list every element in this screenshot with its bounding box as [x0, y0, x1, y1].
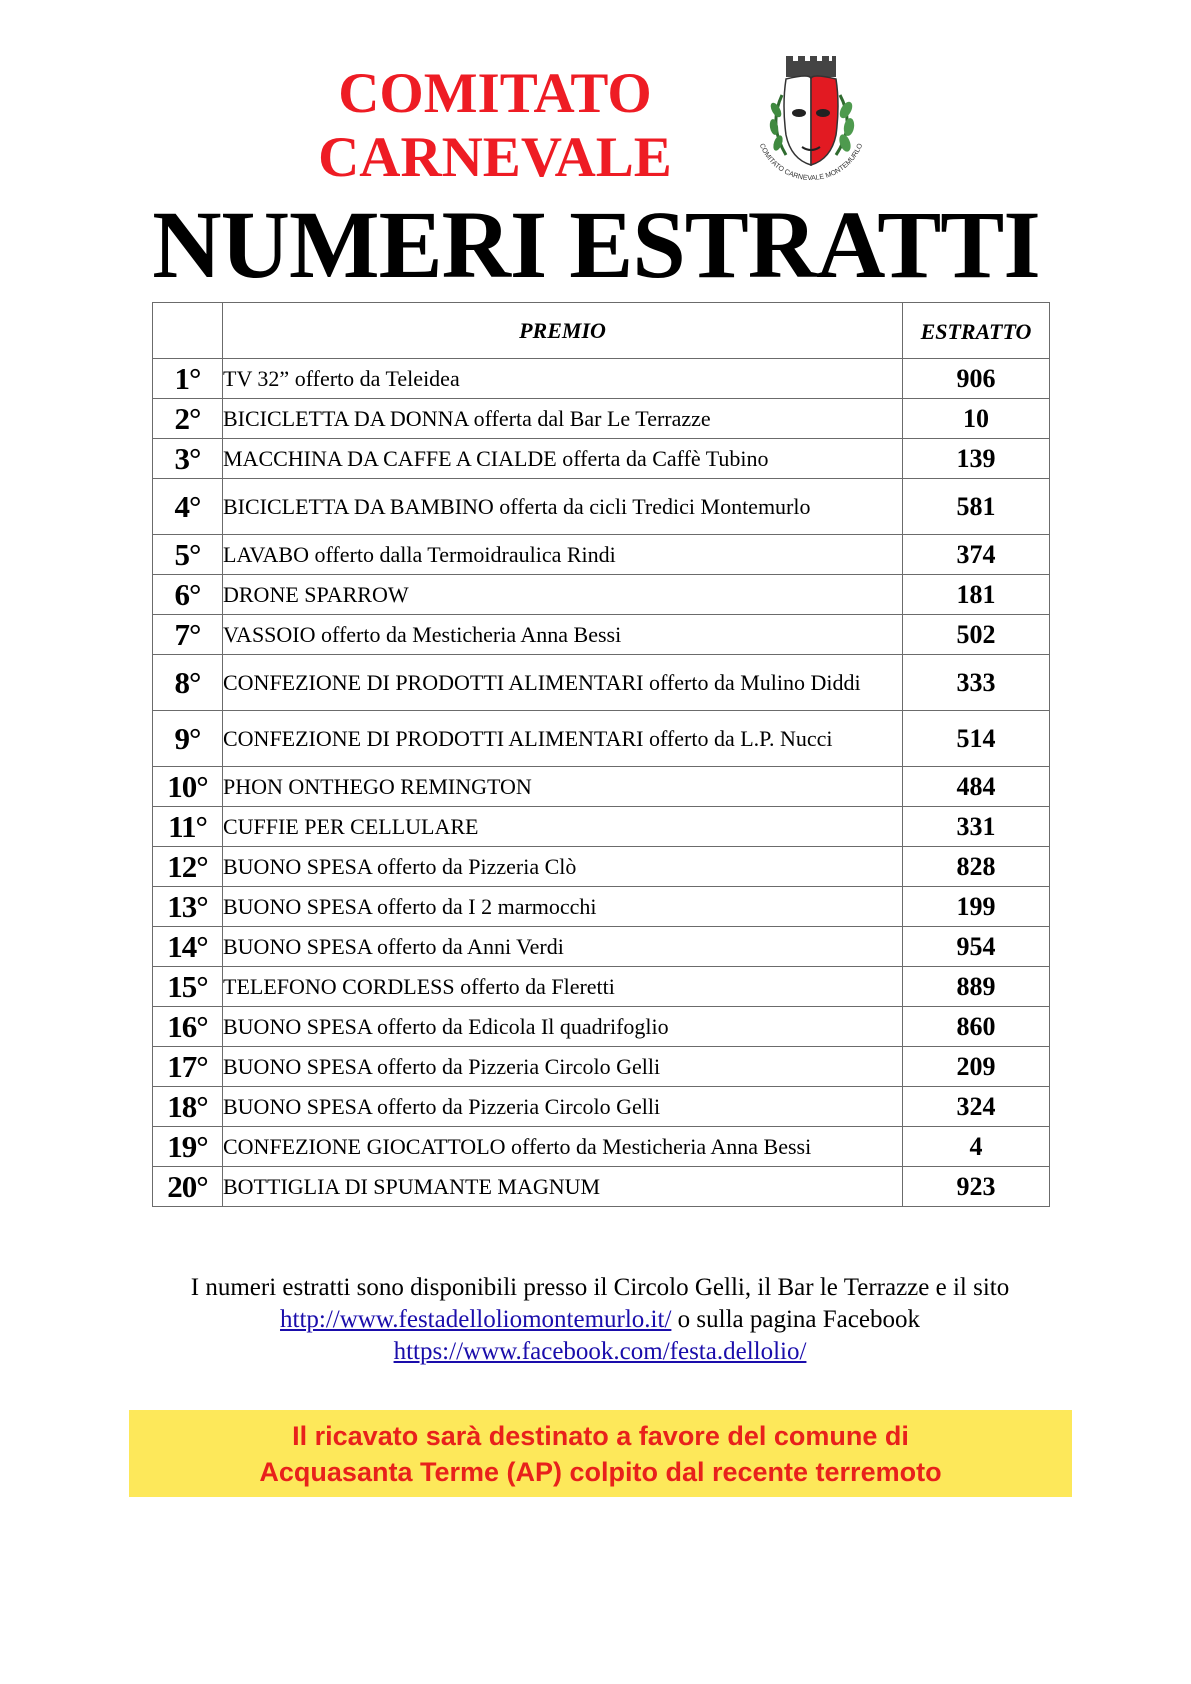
extracted-number-cell: 10 [903, 399, 1050, 439]
extracted-number-cell: 324 [903, 1087, 1050, 1127]
table-row [153, 575, 1050, 615]
position-cell: 19° [153, 1127, 223, 1167]
position-cell: 18° [153, 1087, 223, 1127]
extracted-number-cell: 199 [903, 887, 1050, 927]
prize-cell: PHON ONTHEGO REMINGTON [223, 767, 903, 807]
extracted-number-cell: 954 [903, 927, 1050, 967]
position-cell: 5° [153, 535, 223, 575]
extracted-number-cell: 484 [903, 767, 1050, 807]
table-row [153, 615, 1050, 655]
position-cell: 12° [153, 847, 223, 887]
table-row [153, 479, 1050, 535]
prize-cell: DRONE SPARROW [223, 575, 903, 615]
prize-cell: BUONO SPESA offerto da Pizzeria Clò [223, 847, 903, 887]
header-estratto: ESTRATTO [903, 303, 1050, 359]
table-row [153, 967, 1050, 1007]
position-cell: 6° [153, 575, 223, 615]
prize-cell: CONFEZIONE DI PRODOTTI ALIMENTARI offerto da Mulino Diddi [223, 655, 903, 711]
prize-cell: BUONO SPESA offerto da Pizzeria Circolo Gelli [223, 1087, 903, 1127]
extracted-number-cell: 139 [903, 439, 1050, 479]
prize-cell: MACCHINA DA CAFFE A CIALDE offerta da Caffè Tubino [223, 439, 903, 479]
extracted-number-cell: 828 [903, 847, 1050, 887]
extracted-number-cell: 906 [903, 359, 1050, 399]
table-row [153, 847, 1050, 887]
position-cell: 17° [153, 1047, 223, 1087]
extracted-number-cell: 923 [903, 1167, 1050, 1207]
table-row [153, 927, 1050, 967]
table-row [153, 439, 1050, 479]
org-title-line1: COMITATO [338, 62, 652, 125]
table-row [153, 807, 1050, 847]
position-cell: 2° [153, 399, 223, 439]
facebook-link[interactable]: https://www.facebook.com/festa.dellolio/ [393, 1338, 807, 1365]
extracted-number-cell: 889 [903, 967, 1050, 1007]
prize-cell: TELEFONO CORDLESS offerto da Fleretti [223, 967, 903, 1007]
extracted-number-cell: 333 [903, 655, 1050, 711]
availability-note-line1: I numeri estratti sono disponibili presso il Circolo Gelli, il Bar le Terrazze e il sito [190, 1274, 1010, 1301]
table-row [153, 655, 1050, 711]
organization-title [300, 62, 690, 190]
extracted-number-cell: 581 [903, 479, 1050, 535]
position-cell: 13° [153, 887, 223, 927]
table-row [153, 1087, 1050, 1127]
donation-banner [129, 1410, 1072, 1497]
prize-cell: TV 32” offerto da Teleidea [223, 359, 903, 399]
position-cell: 3° [153, 439, 223, 479]
table-row [153, 1047, 1050, 1087]
position-cell: 20° [153, 1167, 223, 1207]
extracted-number-cell: 514 [903, 711, 1050, 767]
prize-cell: VASSOIO offerto da Mesticheria Anna Bessi [223, 615, 903, 655]
prize-cell: BUONO SPESA offerto da I 2 marmocchi [223, 887, 903, 927]
donation-banner-line1: Il ricavato sarà destinato a favore del comune di [292, 1420, 909, 1451]
prize-cell: CUFFIE PER CELLULARE [223, 807, 903, 847]
page-title: NUMERI ESTRATTI [152, 191, 1040, 298]
table-row [153, 359, 1050, 399]
prize-cell: BUONO SPESA offerto da Edicola Il quadrifoglio [223, 1007, 903, 1047]
prizes-table-body [153, 359, 1050, 1207]
extracted-number-cell: 181 [903, 575, 1050, 615]
extracted-number-cell: 209 [903, 1047, 1050, 1087]
position-cell: 1° [153, 359, 223, 399]
position-cell: 7° [153, 615, 223, 655]
table-row [153, 535, 1050, 575]
prize-cell: BICICLETTA DA BAMBINO offerta da cicli Tredici Montemurlo [223, 479, 903, 535]
svg-text:COMITATO CARNEVALE MONTEMURLO: COMITATO CARNEVALE MONTEMURLO [757, 142, 865, 183]
position-cell: 4° [153, 479, 223, 535]
table-row [153, 1167, 1050, 1207]
table-header-row [153, 303, 1050, 359]
table-row [153, 887, 1050, 927]
position-cell: 15° [153, 967, 223, 1007]
table-row [153, 399, 1050, 439]
position-cell: 10° [153, 767, 223, 807]
prize-cell: BICICLETTA DA DONNA offerta dal Bar Le Terrazze [223, 399, 903, 439]
extracted-number-cell: 502 [903, 615, 1050, 655]
prizes-table [152, 302, 1050, 1207]
prize-cell: CONFEZIONE GIOCATTOLO offerto da Mesticheria Anna Bessi [223, 1127, 903, 1167]
table-row [153, 711, 1050, 767]
availability-note-between: o sulla pagina Facebook [671, 1306, 920, 1333]
availability-note [100, 1272, 1100, 1368]
org-title-line2: CARNEVALE [318, 126, 672, 189]
website-link[interactable]: http://www.festadelloliomontemurlo.it/ [280, 1306, 672, 1333]
extracted-number-cell: 331 [903, 807, 1050, 847]
prize-cell: BUONO SPESA offerto da Anni Verdi [223, 927, 903, 967]
prize-cell: LAVABO offerto dalla Termoidraulica Rindi [223, 535, 903, 575]
extracted-number-cell: 374 [903, 535, 1050, 575]
position-cell: 11° [153, 807, 223, 847]
header-premio: PREMIO [223, 303, 903, 359]
table-row [153, 1007, 1050, 1047]
table-row [153, 1127, 1050, 1167]
position-cell: 16° [153, 1007, 223, 1047]
position-cell: 14° [153, 927, 223, 967]
donation-banner-line2: Acquasanta Terme (AP) colpito dal recente terremoto [259, 1456, 942, 1487]
carnival-mask-logo [746, 55, 876, 185]
header-position [153, 303, 223, 359]
prize-cell: BOTTIGLIA DI SPUMANTE MAGNUM [223, 1167, 903, 1207]
position-cell: 9° [153, 711, 223, 767]
availability-note-line3 [100, 1336, 1100, 1368]
extracted-number-cell: 860 [903, 1007, 1050, 1047]
availability-note-line2 [100, 1304, 1100, 1336]
table-row [153, 767, 1050, 807]
prize-cell: CONFEZIONE DI PRODOTTI ALIMENTARI offerto da L.P. Nucci [223, 711, 903, 767]
extracted-number-cell: 4 [903, 1127, 1050, 1167]
prize-cell: BUONO SPESA offerto da Pizzeria Circolo Gelli [223, 1047, 903, 1087]
position-cell: 8° [153, 655, 223, 711]
